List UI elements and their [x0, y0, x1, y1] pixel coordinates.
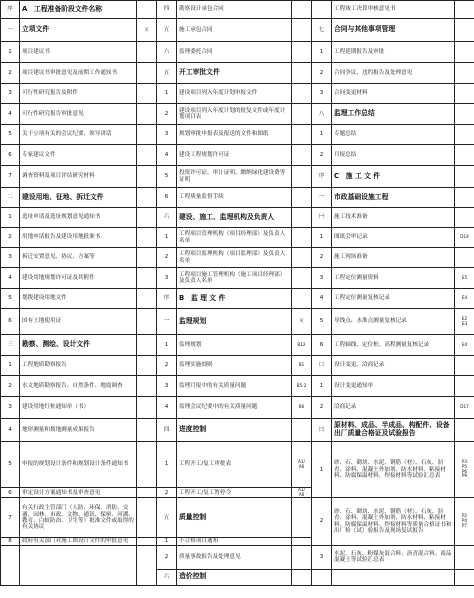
item-number: 5 — [1, 289, 20, 309]
item-title: 原材料、成品、半成品、构配件、设备出厂质量合格证及试验报告 — [332, 419, 455, 442]
item-title: 建设用地规划许可证及其附件 — [20, 268, 137, 289]
item-title: 施工技术准备 — [332, 208, 455, 228]
item-page: D14 — [455, 228, 474, 248]
item-title: 工程定位测量复核记录 — [332, 289, 455, 309]
item-page — [137, 335, 157, 356]
item-title: 选址申请及选址规划意见通知书 — [20, 208, 137, 228]
item-number: 六 — [157, 208, 177, 228]
item-number: 6 — [157, 188, 177, 208]
item-title: 规划审批申报表及报送的文件和图纸 — [177, 125, 292, 145]
item-number: 1 — [1, 208, 20, 228]
item-title: 监理委托合同 — [177, 42, 292, 63]
item-title: A 工程准备阶段文件名称 — [20, 1, 137, 19]
item-number: 4 — [312, 289, 332, 309]
item-title: 不合格项目通知 — [177, 538, 292, 545]
item-page — [137, 419, 157, 442]
table-row — [1, 84, 474, 104]
item-page: B1 — [292, 356, 312, 376]
item-page — [292, 166, 312, 188]
item-title: 建设工程规划许可证 — [177, 145, 292, 166]
item-number: 一 — [157, 309, 177, 335]
item-page — [137, 125, 157, 145]
item-page — [137, 84, 157, 104]
item-page — [455, 569, 474, 585]
item-number — [1, 545, 20, 585]
table-row — [1, 498, 474, 538]
item-page: B5-2 — [292, 376, 312, 397]
table-row — [1, 228, 474, 248]
item-number: 1 — [157, 335, 177, 356]
item-page — [292, 248, 312, 268]
item-number: ㈢ — [312, 419, 332, 442]
item-number: 七 — [312, 19, 332, 42]
item-title: 月报总结 — [332, 145, 455, 166]
item-number: 6 — [312, 335, 332, 356]
item-page — [292, 42, 312, 63]
item-number: 一 — [1, 19, 20, 42]
item-title — [20, 545, 137, 585]
item-number: 2 — [157, 488, 177, 498]
item-page — [455, 63, 474, 84]
item-title: 监理规划 — [177, 309, 292, 335]
item-title: 质量事故报告及处理意见 — [177, 545, 292, 569]
item-number: 7 — [1, 166, 20, 188]
table-row — [1, 19, 474, 42]
item-number: 6 — [1, 309, 20, 335]
item-page: E4 — [455, 335, 474, 356]
item-title: 砂、石、砌块、水泥、钢筋（材）、石灰、沥青、涂料、混凝土外加剂、防水材料、粘接材料、防腐保温材料、焊接材料等质量合格证书和出厂检（试）验报告及现场复试报告 — [332, 498, 455, 545]
item-title: 施工现场准备 — [332, 248, 455, 268]
item-number: 3 — [157, 125, 177, 145]
table-row — [1, 166, 474, 188]
table-row — [1, 442, 474, 488]
item-number: 八 — [312, 104, 332, 125]
item-number: 5 — [157, 166, 177, 188]
item-title: 洽商记录 — [332, 397, 455, 419]
item-page — [292, 125, 312, 145]
item-title: 工程地质勘察报告 — [20, 356, 137, 376]
item-number: 3 — [1, 397, 20, 419]
item-number: 3 — [157, 376, 177, 397]
item-number: 6 — [1, 488, 20, 498]
item-page: E4 — [455, 289, 474, 309]
item-page — [455, 188, 474, 208]
item-page: B12 — [292, 335, 312, 356]
table-row — [1, 356, 474, 376]
item-title: 政府有关部门对施工图设计文件的审批意见 — [20, 538, 137, 545]
item-number: 2 — [312, 498, 332, 545]
item-page — [137, 104, 157, 125]
item-page — [292, 498, 312, 538]
item-number: 1 — [1, 356, 20, 376]
item-title: 合同变更材料 — [332, 84, 455, 104]
item-number: 3 — [157, 268, 177, 289]
item-page — [455, 145, 474, 166]
item-title: 工程竣工决算审核意见书 — [332, 1, 455, 19]
item-page — [455, 104, 474, 125]
item-number: 4 — [1, 268, 20, 289]
item-page — [292, 419, 312, 442]
item-title: 拆迁安置意见、协议、方案等 — [20, 248, 137, 268]
item-page — [137, 356, 157, 376]
item-number: 2 — [157, 104, 177, 125]
item-number: 4 — [1, 104, 20, 125]
item-title: 建设用地、征地、拆迁文件 — [20, 188, 137, 208]
item-page: B6 — [292, 397, 312, 419]
item-page — [455, 1, 474, 19]
item-title: 水文地质勘察报告、自然条件、地震调查 — [20, 376, 137, 397]
item-title: 国有土地使用证 — [20, 309, 137, 335]
item-number: 4 — [1, 419, 20, 442]
item-page — [292, 104, 312, 125]
table-row — [1, 145, 474, 166]
item-page: A1/ A6 — [292, 488, 312, 498]
item-number: 1 — [157, 538, 177, 545]
item-number: 1 — [312, 442, 332, 498]
item-page — [137, 289, 157, 309]
item-title: 设计变更通知单 — [332, 376, 455, 397]
item-number: 3 — [1, 248, 20, 268]
item-number: 2 — [157, 545, 177, 569]
item-title: 项目建议书审批意见及前期工作通知书 — [20, 63, 137, 84]
item-title: 关于立项有关的会议纪要、领导讲话 — [20, 125, 137, 145]
item-title: 监理规划 — [177, 335, 292, 356]
item-title: 立项文件 — [20, 19, 137, 42]
item-page — [137, 1, 157, 19]
item-number: 3 — [1, 84, 20, 104]
item-number: 5 — [1, 125, 20, 145]
item-page — [137, 397, 157, 419]
item-number: ㈡ — [312, 356, 332, 376]
item-page — [137, 538, 157, 545]
item-number: 6 — [1, 145, 20, 166]
item-title: 审定设计方案通知书及审查意见 — [20, 488, 137, 498]
table-row — [1, 63, 474, 84]
item-title: 工程延期报告及审批 — [332, 42, 455, 63]
item-title: 项目建议书 — [20, 42, 137, 63]
table-row — [1, 289, 474, 309]
item-page — [455, 84, 474, 104]
item-title: 工程开工/复工暂停令 — [177, 488, 292, 498]
table-row — [1, 419, 474, 442]
item-page — [455, 208, 474, 228]
item-page — [137, 442, 157, 488]
item-title: 图纸会审记录 — [332, 228, 455, 248]
item-page — [292, 145, 312, 166]
item-title: 工程项目管理机构（项目经理部）及负责人名单 — [177, 228, 292, 248]
item-number: 2 — [157, 248, 177, 268]
item-number: 五 — [157, 19, 177, 42]
table-row — [1, 248, 474, 268]
item-number: 5 — [1, 442, 20, 488]
item-number: 五 — [157, 498, 177, 538]
item-number: 3 — [312, 268, 332, 289]
item-page — [455, 248, 474, 268]
item-number: 2 — [312, 248, 332, 268]
item-number: 序 — [1, 1, 20, 19]
item-number: 2 — [312, 397, 332, 419]
item-title: 市政基础设施工程 — [332, 188, 455, 208]
table-row — [1, 42, 474, 63]
item-page — [292, 84, 312, 104]
item-number: 二 — [1, 188, 20, 208]
item-number: 四 — [157, 1, 177, 19]
item-page — [137, 309, 157, 335]
item-number: 4 — [157, 397, 177, 419]
item-title: 建设项目列入年度计划的批复文件或年度计划项目表 — [177, 104, 292, 125]
item-page — [292, 545, 312, 569]
item-page — [137, 498, 157, 538]
item-title: 专题总结 — [332, 125, 455, 145]
item-number — [312, 569, 332, 585]
item-number: 1 — [312, 376, 332, 397]
item-page: P2 P4 P7 — [455, 498, 474, 545]
item-title: 导线点、水准点测量复核记录 — [332, 309, 455, 335]
item-page — [137, 166, 157, 188]
table-row — [1, 545, 474, 569]
item-title: 开工审批文件 — [177, 63, 292, 84]
item-title: 砂、石、砌块、水泥、钢筋（材）、石灰、沥青、涂料、混凝土外加剂、防水材料、粘接材料、防腐保温材料、焊接材料等试验汇总表 — [332, 442, 455, 498]
item-title: 勘察设计承包合同 — [177, 1, 292, 19]
item-page — [292, 19, 312, 42]
item-title: 可行性研究报告及附件 — [20, 84, 137, 104]
item-number: 六 — [157, 42, 177, 63]
item-number: 一 — [312, 188, 332, 208]
item-title: 建设用地钉桩通知单（书） — [20, 397, 137, 419]
item-title: 合同争议、违约报告及处理意见 — [332, 63, 455, 84]
item-page — [137, 228, 157, 248]
item-page — [137, 145, 157, 166]
item-page — [455, 419, 474, 442]
item-number: 1 — [1, 42, 20, 63]
item-number: 六 — [157, 569, 177, 585]
item-title: 施工承包合同 — [177, 19, 292, 42]
item-page — [455, 545, 474, 569]
table-row — [1, 188, 474, 208]
item-title: 工程开工/复工审批表 — [177, 442, 292, 488]
item-number: 5 — [312, 309, 332, 335]
table-row — [1, 208, 474, 228]
item-title: 地形测量和拨地测量成果报告 — [20, 419, 137, 442]
item-page — [292, 63, 312, 84]
item-page: 页 — [137, 19, 157, 42]
item-page — [292, 1, 312, 19]
item-number: 2 — [1, 228, 20, 248]
item-page — [292, 569, 312, 585]
table-row — [1, 268, 474, 289]
item-page: P3 P5 P6 P9 — [455, 442, 474, 498]
item-title: 质量控制 — [177, 498, 292, 538]
table-row — [1, 1, 474, 19]
item-title: 工程项目施工管理机构（施工项目经理部）及负责人名单 — [177, 268, 292, 289]
item-title: 工程项目监理机构（项目监理部）及负责人名单 — [177, 248, 292, 268]
item-page — [455, 42, 474, 63]
item-page — [292, 538, 312, 545]
item-title: B 监 理 文 件 — [177, 289, 292, 309]
item-title: 申报的规划设计条件和规划设计条件通知书 — [20, 442, 137, 488]
item-number: 三 — [1, 335, 20, 356]
item-page — [292, 268, 312, 289]
item-number: 2 — [1, 63, 20, 84]
item-title: 水泥、石灰、粉煤灰混合料；沥青混合料、商品混凝土等试验汇总表 — [332, 545, 455, 569]
item-title: 调查资料及项目评估研究材料 — [20, 166, 137, 188]
item-number: 1 — [157, 442, 177, 488]
item-title: 建设项目列入年度计划申报文件 — [177, 84, 292, 104]
item-number: 2 — [1, 376, 20, 397]
item-number: 序 — [312, 166, 332, 188]
item-title: 划拨建设用地文件 — [20, 289, 137, 309]
item-page — [137, 248, 157, 268]
item-page: A1/ A6 — [292, 442, 312, 488]
item-number: 2 — [312, 145, 332, 166]
table-row — [1, 125, 474, 145]
item-number: 8 — [1, 538, 20, 545]
item-title: 监理实施细则 — [177, 356, 292, 376]
item-number: 1 — [312, 125, 332, 145]
item-page — [292, 208, 312, 228]
item-number: 序 — [157, 289, 177, 309]
item-page — [137, 376, 157, 397]
item-page: E2 E3 — [455, 309, 474, 335]
table-row — [1, 335, 474, 356]
item-number: 五 — [157, 63, 177, 84]
item-number: 1 — [312, 228, 332, 248]
item-title: 进度控制 — [177, 419, 292, 442]
item-page: D17 — [455, 397, 474, 419]
item-title: 合同与其他事项管理 — [332, 19, 455, 42]
item-page — [292, 228, 312, 248]
item-title: 工程定位测量资料 — [332, 268, 455, 289]
item-number: 2 — [312, 63, 332, 84]
item-number: 1 — [157, 84, 177, 104]
item-page — [137, 545, 157, 585]
item-page: E5 — [455, 268, 474, 289]
item-number: 3 — [312, 545, 332, 569]
item-title: 设计变更、洽商记录 — [332, 356, 455, 376]
item-title: 监理工作总结 — [332, 104, 455, 125]
item-page — [137, 208, 157, 228]
item-title: 专家建议文件 — [20, 145, 137, 166]
item-title: 监理月报中的有关质量问题 — [177, 376, 292, 397]
item-page — [137, 63, 157, 84]
item-title: 造价控制 — [177, 569, 292, 585]
item-number — [312, 1, 332, 19]
item-number: 7 — [1, 498, 20, 538]
item-title — [332, 569, 455, 585]
table-row — [1, 376, 474, 397]
table-row — [1, 397, 474, 419]
item-page — [455, 125, 474, 145]
item-title: 勘察、测绘、设计文件 — [20, 335, 137, 356]
item-page — [137, 42, 157, 63]
item-title: 监理会议纪要中的有关质量问题 — [177, 397, 292, 419]
item-page: 页 — [292, 309, 312, 335]
item-page — [292, 188, 312, 208]
table-row — [1, 309, 474, 335]
item-number: 四 — [157, 419, 177, 442]
item-title: 有关行政主管部门（人防、环保、消防、交通、园林、市政、文物、通讯、保密、河湖、教育、白蚁防治、卫生等）批准文件或取得的有关协议 — [20, 498, 137, 538]
table-row — [1, 104, 474, 125]
item-page — [455, 356, 474, 376]
item-title: 工程轴线、定位桩、高程测量复核记录 — [332, 335, 455, 356]
item-title: 用地申请报告及建设用地批准书 — [20, 228, 137, 248]
item-page — [455, 376, 474, 397]
item-page — [137, 268, 157, 289]
item-page — [292, 289, 312, 309]
item-title: 投资许可证、审计证明、缴纳绿化建设费等证明 — [177, 166, 292, 188]
item-number: 4 — [157, 145, 177, 166]
item-page — [455, 166, 474, 188]
item-page — [137, 488, 157, 498]
item-title: 工程质量监督手续 — [177, 188, 292, 208]
item-number: 1 — [312, 42, 332, 63]
item-number: 2 — [157, 356, 177, 376]
item-page — [137, 188, 157, 208]
item-title: 建设、施工、监理机构及负责人 — [177, 208, 292, 228]
item-number: 1 — [157, 228, 177, 248]
item-title: 可行性研究报告审批意见 — [20, 104, 137, 125]
item-title: C 施 工 文 件 — [332, 166, 455, 188]
item-number: 3 — [312, 84, 332, 104]
archive-list-body — [1, 1, 474, 586]
item-number: ㈠ — [312, 208, 332, 228]
item-page — [455, 19, 474, 42]
